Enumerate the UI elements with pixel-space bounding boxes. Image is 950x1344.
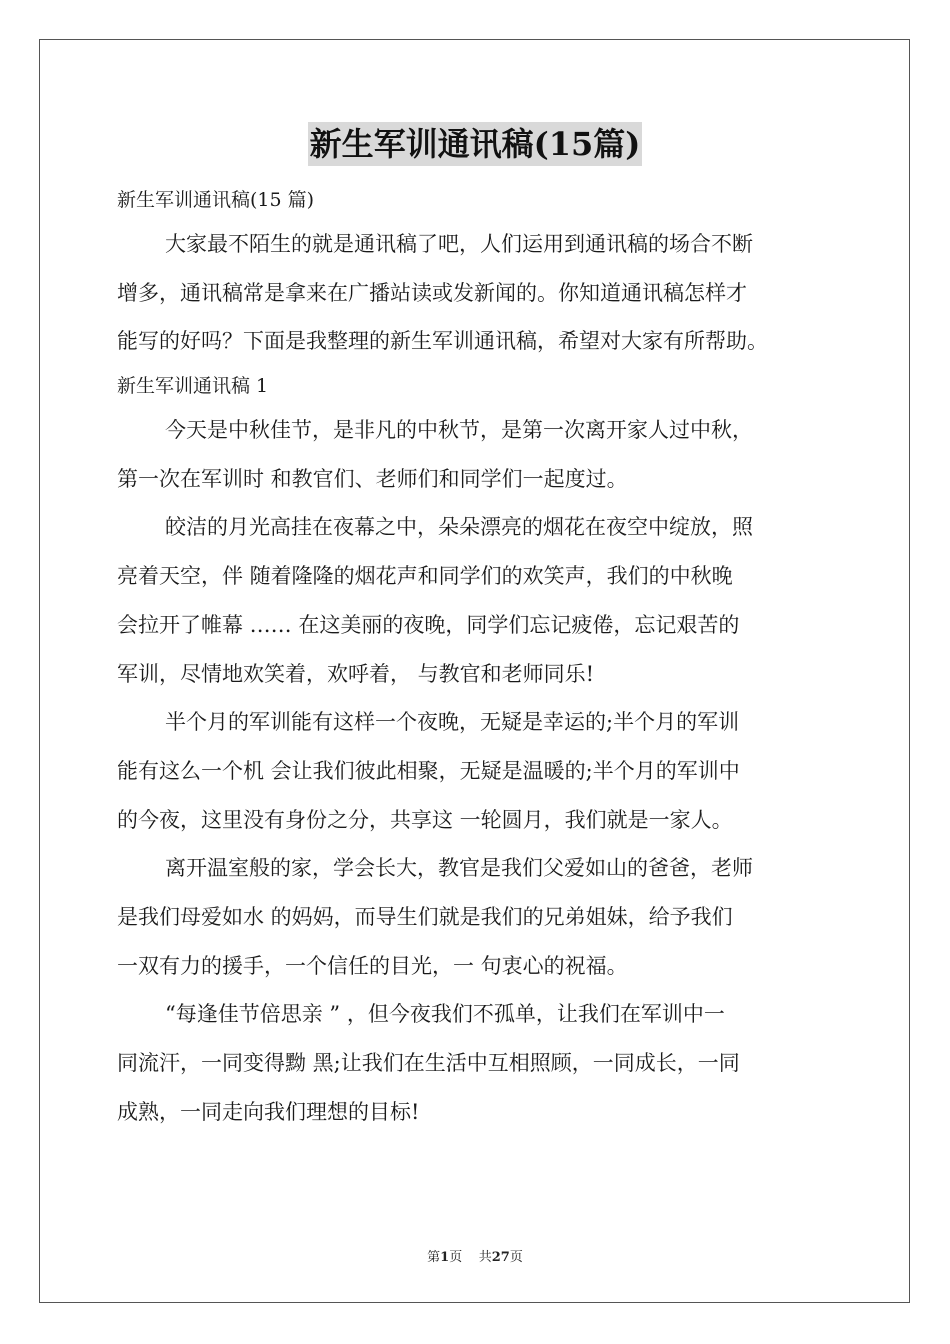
text-line: 是我们母爱如水 的妈妈，而导生们就是我们的兄弟姐妹，给予我们 [117,904,733,929]
text-line: 增多，通讯稿常是拿来在广播站读或发新闻的。你知道通讯稿怎样才 [117,280,747,305]
text-line: 一双有力的援手，一个信任的目光，一 句衷心的祝福。 [117,953,628,978]
text-line: 离开温室般的家，学会长大，教官是我们父爱如山的爸爸，老师 [165,856,753,881]
page-total-suffix: 页 [509,1250,523,1265]
text-line: 军训，尽情地欢笑着，欢呼着， 与教官和老师同乐! [117,661,595,686]
page-number-prefix: 第 [427,1250,441,1265]
page-total-prefix: 共 [478,1250,492,1265]
text-line: 半个月的军训能有这样一个夜晚，无疑是幸运的;半个月的军训 [165,710,740,735]
text-line: “每逢佳节倍思亲 ” ，但今夜我们不孤单，让我们在军训中一 [165,1002,725,1027]
document-body [117,180,839,1136]
text-line: 同流汗，一同变得黝 黑;让我们在生活中互相照顾，一同成长，一同 [117,1051,740,1075]
text-line: 新生军训通讯稿 1 [117,375,269,398]
document-title: 新生军训通讯稿(15篇) [308,122,643,166]
page-number-suffix: 页 [449,1250,463,1265]
page-footer [0,1246,950,1265]
text-line: 能写的好吗？下面是我整理的新生军训通讯稿，希望对大家有所帮助。 [117,329,768,354]
text-line: 第一次在军训时 和教官们、老师们和同学们一起度过。 [117,466,628,491]
text-line: 成熟，一同走向我们理想的目标! [117,1099,420,1124]
text-line: 今天是中秋佳节，是非凡的中秋节，是第一次离开家人过中秋， [165,418,753,443]
text-line: 亮着天空，伴 随着隆隆的烟花声和同学们的欢笑声，我们的中秋晚 [117,564,733,589]
text-line: 新生军训通讯稿(15 篇) [117,189,315,211]
page-number-current: 1 [440,1250,450,1265]
text-line: 会拉开了帷幕 …… 在这美丽的夜晚，同学们忘记疲倦，忘记艰苦的 [117,612,740,637]
page-total: 27 [491,1250,510,1265]
text-line: 的今夜，这里没有身份之分，共享这 一轮圆月，我们就是一家人。 [117,807,733,832]
text-line: 皎洁的月光高挂在夜幕之中，朵朵漂亮的烟花在夜空中绽放，照 [165,515,753,540]
text-line: 能有这么一个机 会让我们彼此相聚，无疑是温暖的;半个月的军训中 [117,758,740,783]
text-line: 大家最不陌生的就是通讯稿了吧，人们运用到通讯稿的场合不断 [165,232,753,256]
title-wrap [0,122,950,166]
